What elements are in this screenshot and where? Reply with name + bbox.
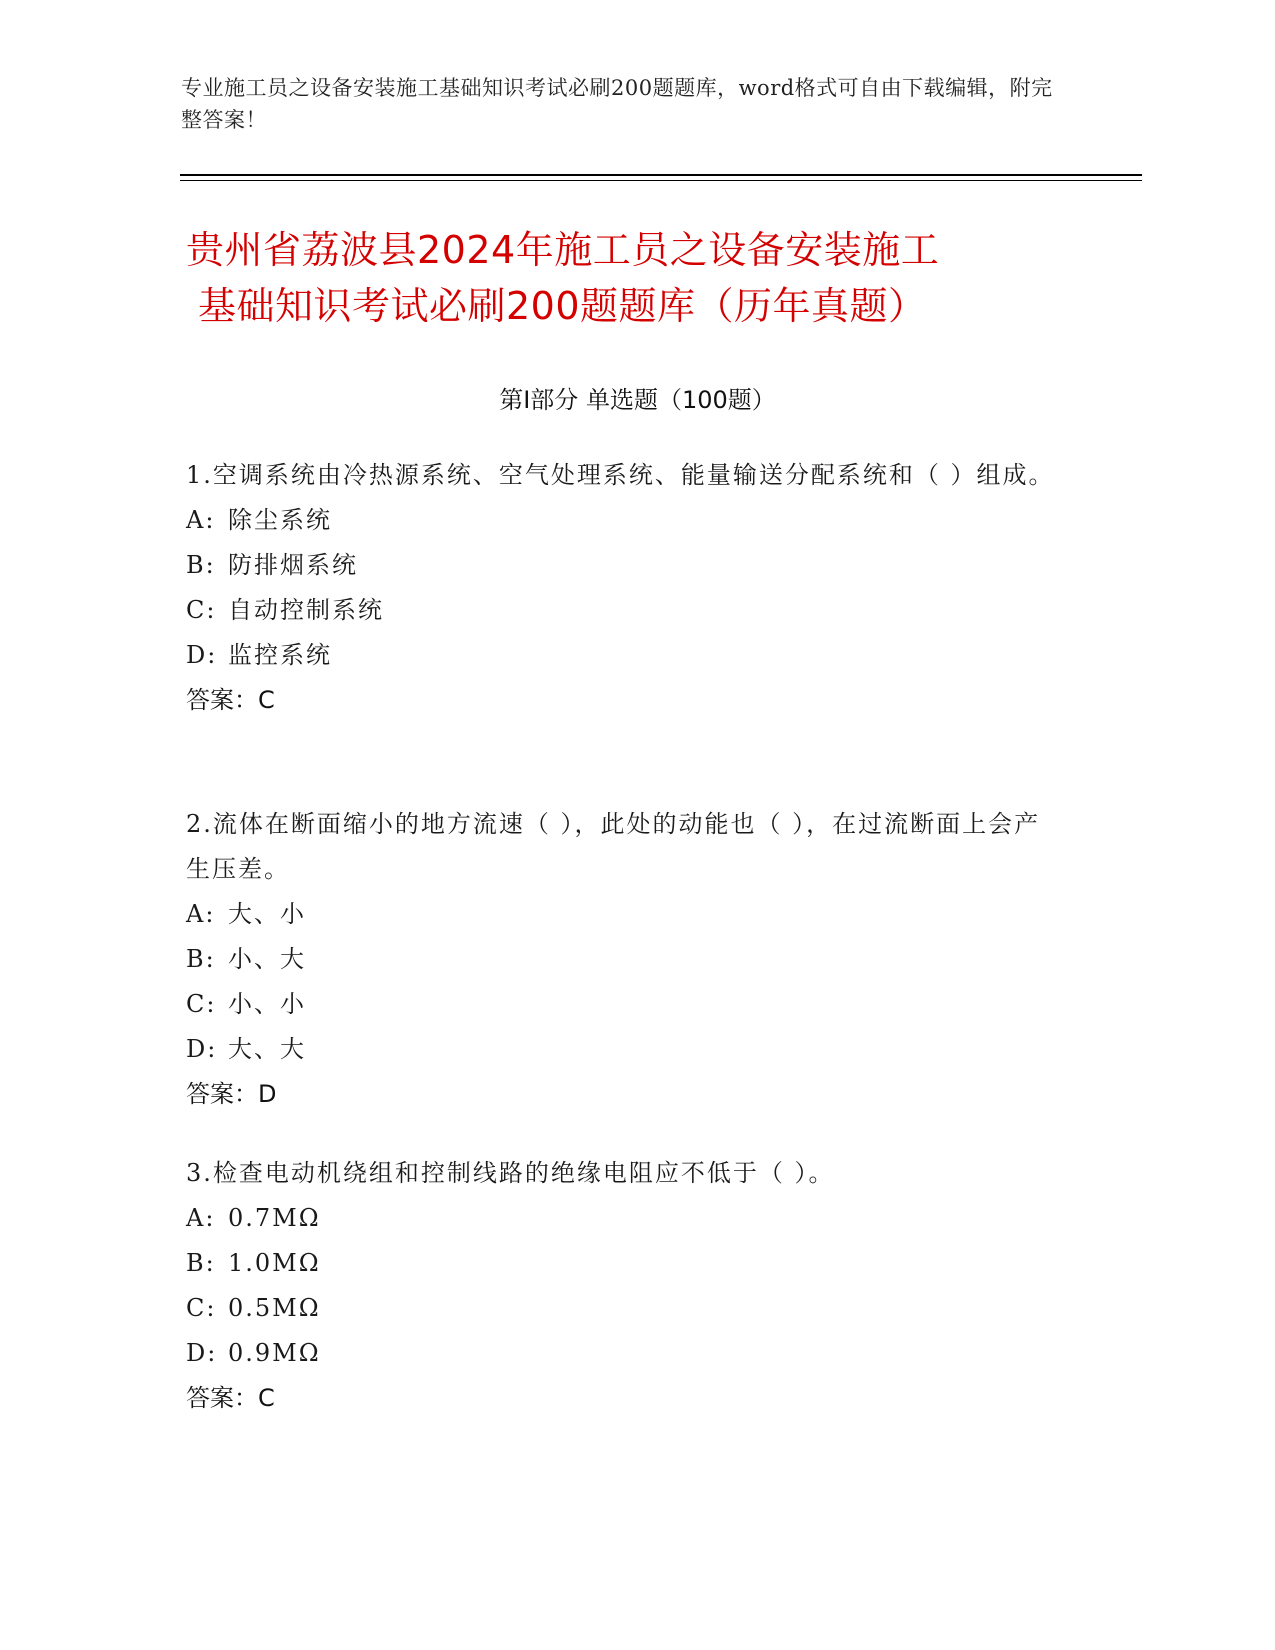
option-text: 0.9MΩ: [228, 1339, 321, 1367]
option-letter: A:: [186, 900, 216, 928]
question-1: [186, 453, 1066, 723]
answer-label: 答案：C: [186, 1384, 275, 1412]
option-d: [186, 633, 1066, 678]
header-divider-thin: [180, 180, 1142, 181]
document-title-line1: 贵州省荔波县2024年施工员之设备安装施工: [186, 228, 940, 272]
option-a: [186, 892, 1066, 937]
option-letter: A:: [186, 506, 216, 534]
option-text: 除尘系统: [228, 506, 332, 534]
question-stem: 1.空调系统由冷热源系统、空气处理系统、能量输送分配系统和（ ）组成。: [186, 461, 1055, 489]
option-text: 防排烟系统: [228, 551, 358, 579]
option-text: 1.0MΩ: [228, 1249, 321, 1277]
option-letter: D:: [186, 1339, 218, 1367]
header-note: 专业施工员之设备安装施工基础知识考试必刷200题题库，word格式可自由下载编辑，附完整答案！: [181, 76, 1053, 132]
option-letter: D:: [186, 1035, 218, 1063]
option-letter: C:: [186, 990, 217, 1018]
option-letter: B:: [186, 945, 216, 973]
option-text: 0.7MΩ: [228, 1204, 321, 1232]
option-letter: B:: [186, 551, 216, 579]
option-text: 0.5MΩ: [228, 1294, 321, 1322]
option-letter: C:: [186, 596, 217, 624]
option-text: 监控系统: [228, 641, 332, 669]
option-text: 小、小: [228, 990, 306, 1018]
header-divider-thick: [180, 174, 1142, 176]
option-text: 大、小: [228, 900, 306, 928]
answer-label: 答案：D: [186, 1080, 277, 1108]
answer-label: 答案：C: [186, 686, 275, 714]
option-d: [186, 1027, 1066, 1072]
option-letter: C:: [186, 1294, 217, 1322]
option-text: 大、大: [228, 1035, 306, 1063]
document-title: [186, 222, 1086, 334]
option-d: [186, 1331, 1066, 1376]
option-c: [186, 1286, 1066, 1331]
option-b: [186, 543, 1066, 588]
option-letter: A:: [186, 1204, 216, 1232]
option-c: [186, 588, 1066, 633]
option-text: 小、大: [228, 945, 306, 973]
document-title-line2: 基础知识考试必刷200题题库（历年真题）: [198, 284, 927, 328]
section-title: 第Ⅰ部分 单选题（100题）: [499, 386, 776, 414]
question-2: [186, 802, 1066, 1117]
option-c: [186, 982, 1066, 1027]
question-stem: 2.流体在断面缩小的地方流速（ ），此处的动能也（ ），在过流断面上会产生压差。: [186, 810, 1041, 883]
option-b: [186, 937, 1066, 982]
question-stem: 3.检查电动机绕组和控制线路的绝缘电阻应不低于（ ）。: [186, 1159, 835, 1187]
option-b: [186, 1241, 1066, 1286]
option-text: 自动控制系统: [228, 596, 384, 624]
option-letter: B:: [186, 1249, 216, 1277]
option-a: [186, 498, 1066, 543]
option-letter: D:: [186, 641, 218, 669]
option-a: [186, 1196, 1066, 1241]
question-3: [186, 1151, 1066, 1421]
